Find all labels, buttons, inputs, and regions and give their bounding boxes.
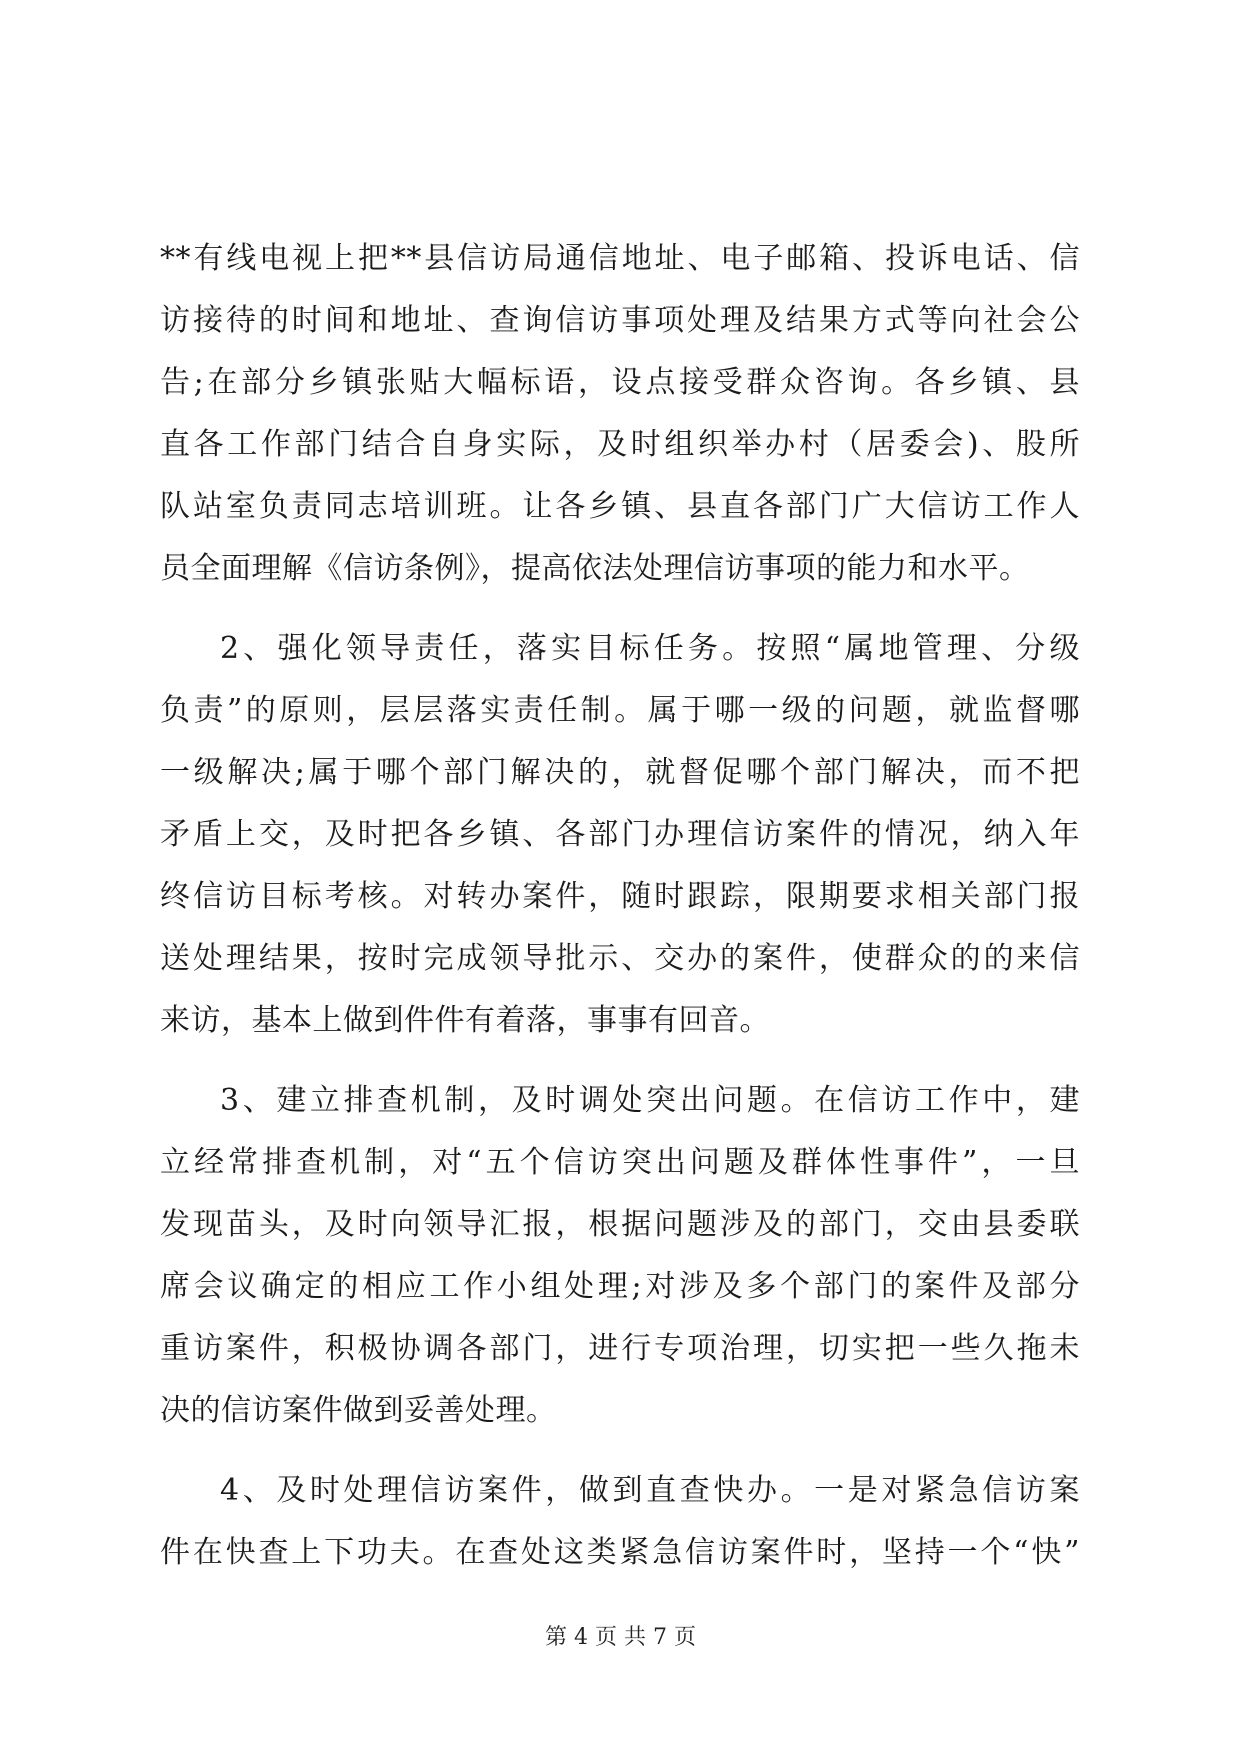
text-line: 访接待的时间和地址、查询信访事项处理及结果方式等向社会公 <box>160 303 1080 338</box>
paragraph-3 <box>160 1070 1080 1442</box>
text-line: 告;在部分乡镇张贴大幅标语，设点接受群众咨询。各乡镇、县 <box>160 365 1080 400</box>
text-line: **有线电视上把**县信访局通信地址、电子邮箱、投诉电话、信 <box>160 241 1080 276</box>
paragraph-4 <box>160 1460 1080 1584</box>
text-line: 一级解决;属于哪个部门解决的，就督促哪个部门解决，而不把 <box>160 755 1080 790</box>
text-line: 3、建立排查机制，及时调处突出问题。在信访工作中，建 <box>220 1083 1080 1118</box>
text-line: 决的信访案件做到妥善处理。 <box>160 1393 557 1428</box>
paragraph-2 <box>160 618 1080 1052</box>
text-line: 员全面理解《信访条例》，提高依法处理信访事项的能力和水平。 <box>160 551 1030 586</box>
text-line: 送处理结果，按时完成领导批示、交办的案件，使群众的的来信 <box>160 941 1080 976</box>
text-line: 矛盾上交，及时把各乡镇、各部门办理信访案件的情况，纳入年 <box>160 817 1080 852</box>
text-line: 发现苗头，及时向领导汇报，根据问题涉及的部门，交由县委联 <box>160 1207 1080 1242</box>
page-number-footer: 第 4 页 共 7 页 <box>545 1625 696 1650</box>
text-line: 直各工作部门结合自身实际，及时组织举办村（居委会)、股所 <box>160 427 1080 462</box>
text-line: 终信访目标考核。对转办案件，随时跟踪，限期要求相关部门报 <box>160 879 1080 914</box>
text-line: 2、强化领导责任，落实目标任务。按照“属地管理、分级 <box>220 631 1080 666</box>
text-line: 负责”的原则，层层落实责任制。属于哪一级的问题，就监督哪 <box>160 693 1080 728</box>
paragraph-1 <box>160 228 1080 600</box>
document-body <box>160 228 1080 1584</box>
text-line: 立经常排查机制，对“五个信访突出问题及群体性事件”，一旦 <box>160 1145 1080 1180</box>
text-line: 件在快查上下功夫。在查处这类紧急信访案件时，坚持一个“快” <box>160 1535 1080 1570</box>
text-line: 席会议确定的相应工作小组处理;对涉及多个部门的案件及部分 <box>160 1269 1080 1304</box>
text-line: 队站室负责同志培训班。让各乡镇、县直各部门广大信访工作人 <box>160 489 1080 524</box>
text-line: 来访，基本上做到件件有着落，事事有回音。 <box>160 1003 770 1038</box>
text-line: 重访案件，积极协调各部门，进行专项治理，切实把一些久拖未 <box>160 1331 1080 1366</box>
text-line: 4、及时处理信访案件，做到直查快办。一是对紧急信访案 <box>220 1473 1080 1508</box>
